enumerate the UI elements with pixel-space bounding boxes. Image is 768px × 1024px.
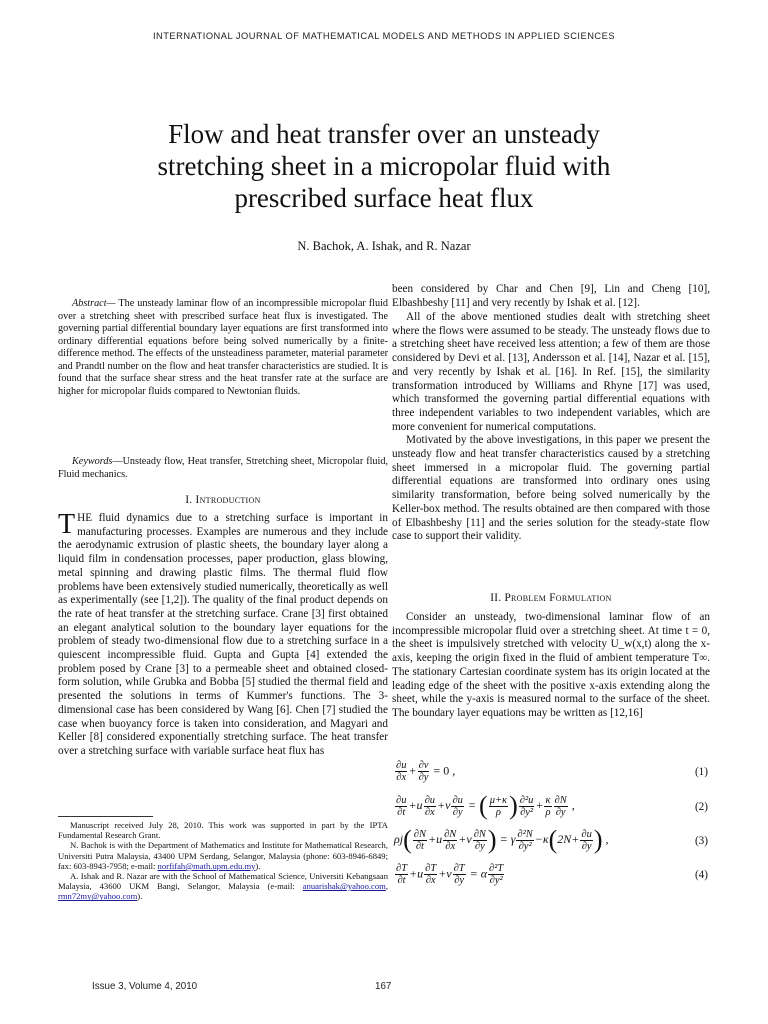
abstract-lead: Abstract—: [72, 298, 116, 309]
equation-number: (3): [694, 835, 708, 847]
abstract: [58, 298, 388, 398]
left-column: [58, 298, 388, 902]
page-number: 167: [375, 981, 392, 992]
keywords-text: —Unsteady flow, Heat transfer, Stretching sheet, Micropolar fluid, Fluid mechanics.: [58, 456, 388, 480]
email-link[interactable]: anuarishak@yahoo.com: [302, 881, 386, 892]
equation-body: $\frac{\partial u}{\partial t}$ +u $\frac{\partial u}{\partial x}$ +v $\frac{\partial u}{\partial y}$ = ( $\frac{\mu+\kappa}{\rho}$ ) $\frac{\text{∂²u}}{\text{∂y²}}$ + $\frac{\kappa}{\rho}$ $\frac{\partial N}{\partial y}$ ,: [396, 791, 575, 820]
section-heading-introduction: I. Introduction: [185, 494, 261, 506]
equation-1: [392, 760, 710, 790]
footnote-author-1: N. Bachok is with the Department of Mathematics and Institute for Mathematical Research, Universiti Putra Malaysia, 43400 UPM Serdang, Selangor, Malaysia (phone: 603-8946-6849; fax: 603-8943-7958; e-mail: norfifah@math.upm.edu.my).: [58, 840, 388, 871]
footnote-manuscript: Manuscript received July 28, 2010. This work was supported in part by the IPTA Fundamental Research Grant.: [58, 820, 388, 841]
authors: N. Bachok, A. Ishak, and R. Nazar: [297, 239, 471, 253]
title-line: Flow and heat transfer over an unsteady: [168, 119, 600, 149]
right-paragraph: Motivated by the above investigations, in this paper we present the unsteady flow and heat transfer characteristics caused by a stretching sheet immersed in a micropolar fluid. The governing partial differential equations are transformed into ordinary ones using similarity transformation, before being solved numerically by the Keller-box method. The results obtained are then compared with those of Elbashbeshy [11] and the series solution for the steady-state flow case to support their validity.: [392, 434, 710, 543]
keywords: [58, 456, 388, 481]
footnote-author-2-text: A. Ishak and R. Nazar are with the School of Mathematical Science, Universiti Kebangsaan Malaysia, 43600 UKM Bangi, Selangor, Malaysia (e-mail:: [58, 871, 388, 892]
email-link[interactable]: norfifah@math.upm.edu.my: [157, 860, 256, 871]
equation-number: (4): [694, 869, 708, 881]
drop-cap: T: [58, 509, 76, 540]
introduction-paragraph: [58, 509, 388, 759]
equation-4: [392, 863, 710, 893]
right-paragraphs: [392, 311, 710, 544]
section-heading-problem-formulation: II. Problem Formulation: [490, 592, 612, 604]
equation-number: (1): [694, 766, 708, 778]
email-link[interactable]: rmn72my@yahoo.com: [58, 891, 138, 902]
footnote-author-2: A. Ishak and R. Nazar are with the School of Mathematical Science, Universiti Kebangsaan Malaysia, 43600 UKM Bangi, Selangor, Malaysia (e-mail: anuarishak@yahoo.com, rmn72my@yahoo.com).: [58, 871, 388, 902]
right-paragraph: been considered by Char and Chen [9], Lin and Cheng [10], Elbashbeshy [11] and very recently by Ishak et al. [12].: [392, 283, 710, 309]
footnote-author-1-text: N. Bachok is with the Department of Mathematics and Institute for Mathematical Research, Universiti Putra Malaysia, 43400 UPM Serdang, Selangor, Malaysia (phone: 603-8946-6849; fax: 603-8943-7958; e-mail:: [58, 840, 388, 871]
introduction-text: HE fluid dynamics due to a stretching surface is important in manufacturing processes. Examples are numerous and they include the aerodynamic extrusion of plastic sheets, the boundary layer along a liquid film in condensation processes, paper production, glass blowing, metal spinning and drawing plastic films. The thermal fluid flow problems have been extensively studied numerically, theoretically as well as experimentally (see [1,2]). The quality of the final product depends on the rate of heat transfer at the stretching surface. Crane [3] first obtained an elegant analytical solution to the boundary layer equations for the problem of steady two-dimensional flow due to a stretching surface in a quiescent incompressible fluid. Gupta and Gupta [4] extended the problem posed by Crane [3] to a permeable sheet and obtained closed-form solution, while Grubka and Bobba [5] studied the thermal field and presented the solutions in terms of Kummer's functions. The 3-dimensional case has been considered by Wang [6]. Chen [7] studied the case when buoyancy force is taken into consideration, and Magyari and Keller [8] considered exponentially stretching surface. The heat transfer over a stretching surface with variable surface heat flux has: [58, 512, 388, 757]
equation-body: $\frac{\partial u}{\partial x}$ + $\frac{\partial v}{\partial y}$ = 0 ,: [396, 760, 456, 783]
equation-body: ρj( $\frac{\partial N}{\partial t}$ +u $\frac{\partial N}{\partial x}$ +v $\frac{\partial N}{\partial y}$ ) = γ $\frac{\text{∂²N}}{\text{∂y²}}$ −κ(2N+ $\frac{\partial u}{\partial y}$ ) ,: [394, 825, 609, 854]
running-head: INTERNATIONAL JOURNAL OF MATHEMATICAL MODELS AND METHODS IN APPLIED SCIENCES: [152, 31, 616, 41]
equation-2: [392, 793, 710, 823]
footnote-rule: [58, 816, 153, 817]
paper-title: [90, 118, 678, 214]
problem-formulation-paragraph: Consider an unsteady, two-dimensional laminar flow of an incompressible micropolar fluid over a stretching sheet. At time t = 0, the sheet is impulsively stretched with velocity U_w(x,t) along the x-axis, keeping the origin fixed in the fluid of ambient temperature T∞. The stationary Cartesian coordinate system has its origin located at the leading edge of the sheet with the positive x-axis extending along the sheet, while the y-axis is measured normal to the surface of the sheet. The boundary layer equations may be written as [12,16]: [392, 611, 710, 719]
footnotes: [58, 820, 388, 902]
title-line: stretching sheet in a micropolar fluid with: [157, 151, 611, 181]
title-line: prescribed surface heat flux: [234, 183, 534, 213]
right-paragraph: All of the above mentioned studies dealt with stretching sheet where the flows were assumed to be steady. The unsteady flows due to a stretching sheet have received less attention; a few of them are those considered by Devi et al. [13], Andersson et al. [14], Nazar et al. [15], and very recently by Ishak et al. [16]. In Ref. [15], the similarity transformation introduced by Williams and Rhyne [17] was used, which transformed the governing partial differential equations with three independent variables to two independent variables, which are more convenient for numerical computations.: [392, 311, 710, 433]
footer-issue: Issue 3, Volume 4, 2010: [92, 981, 198, 992]
equation-body: $\frac{\partial T}{\partial t}$ +u $\frac{\partial T}{\partial x}$ +v $\frac{\partial T}{\partial y}$ = α $\frac{\text{∂²T}}{\text{∂y²}}$: [396, 863, 504, 886]
keywords-lead: Keywords: [72, 456, 113, 467]
equation-3: [392, 827, 710, 857]
equation-number: (2): [694, 801, 708, 813]
abstract-text: The unsteady laminar flow of an incompressible micropolar fluid over a stretching sheet with prescribed surface heat flux is investigated. The governing partial differential boundary layer equations are first transformed into ordinary differential equations before being solved numerically by a finite-difference method. The effects of the unsteadiness parameter, material parameter and Prandtl number on the flow and heat transfer characteristics are studied. It is found that the surface shear stress and the heat transfer rate at the surface are higher for micropolar fluids compared to Newtonian fluids.: [58, 298, 388, 397]
